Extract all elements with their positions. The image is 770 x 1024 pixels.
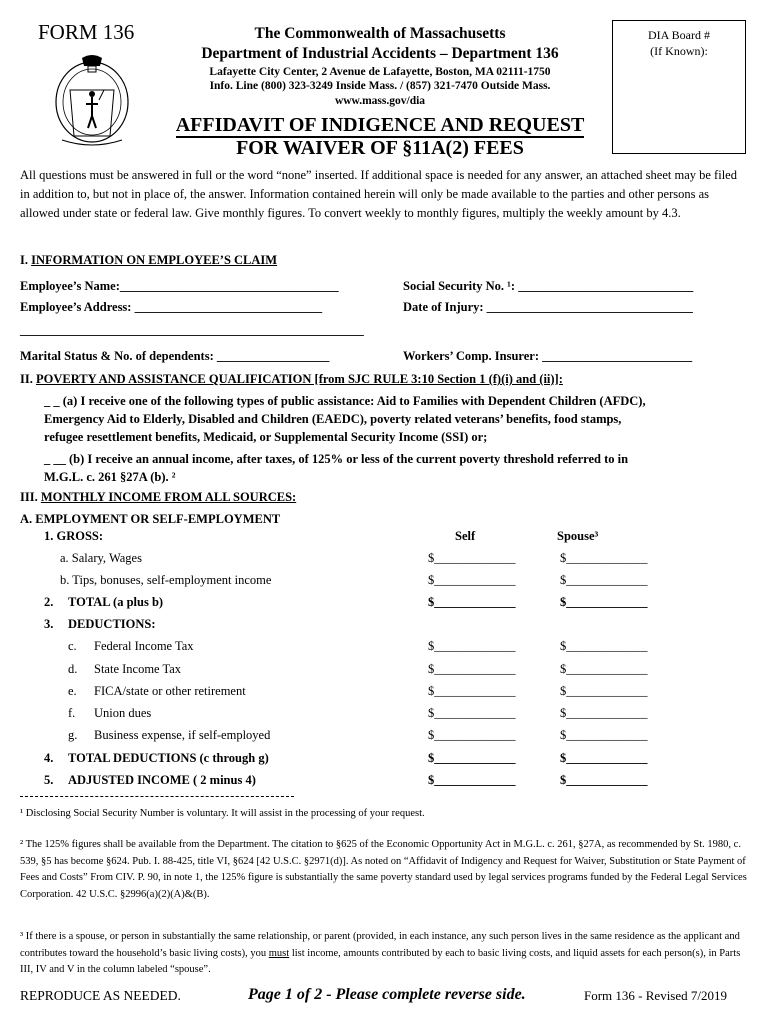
income-self-field[interactable]: $_____________ — [428, 773, 516, 787]
option-a-line1[interactable]: _ _ (a) I receive one of the following types of public assistance: Aid to Families with Dependent Children (AFDC), — [44, 394, 646, 408]
dia-board-box[interactable] — [612, 20, 746, 154]
employee-address-field[interactable]: Employee’s Address: ______________________________ — [20, 300, 323, 314]
section-2-heading: II. POVERTY AND ASSISTANCE QUALIFICATION [from SJC RULE 3:10 Section 1 (f)(i) and (ii)]: — [20, 372, 563, 386]
income-row-label: b. Tips, bonuses, self-employment income — [60, 573, 272, 587]
income-row-num: e. — [68, 684, 77, 698]
footnote-3: ³ If there is a spouse, or person in substantially the same relationship, or parent (provided, in each instance, any such person lives in the same residence as the applicant and contributes toward the household’s basic living costs), you must list income, amounts contributed by each to basic living costs, and liquid assets for each person(s), in Parts III, IV and V in the column labeled “spouse”. — [20, 931, 741, 975]
header-department: Department of Industrial Accidents – Department 136 — [201, 45, 559, 62]
income-self-field[interactable]: $_____________ — [428, 728, 516, 742]
income-spouse-field[interactable]: $_____________ — [560, 573, 648, 587]
income-self-field[interactable]: $_____________ — [428, 595, 516, 609]
income-row-num: f. — [68, 706, 76, 720]
income-row-label: Union dues — [94, 706, 152, 720]
income-row-label: TOTAL (a plus b) — [68, 595, 164, 609]
income-self-field[interactable]: $_____________ — [428, 706, 516, 720]
income-spouse-field[interactable]: $_____________ — [560, 728, 648, 742]
income-row-num: c. — [68, 639, 77, 653]
col-spouse-header: Spouse³ — [557, 529, 599, 543]
dia-board-label: DIA Board # — [648, 28, 710, 42]
income-row-num: g. — [68, 728, 78, 742]
marital-status-field[interactable]: Marital Status & No. of dependents: __________________ — [20, 349, 330, 363]
income-spouse-field[interactable]: $_____________ — [560, 684, 648, 698]
option-b-line2: M.G.L. c. 261 §27A (b). ² — [44, 470, 176, 484]
income-spouse-field[interactable]: $_____________ — [560, 639, 648, 653]
income-self-field[interactable]: $_____________ — [428, 639, 516, 653]
income-self-field[interactable]: $_____________ — [428, 751, 516, 765]
income-spouse-field[interactable]: $_____________ — [560, 751, 648, 765]
income-row-num: 5. — [44, 773, 54, 787]
footer-page-note: Page 1 of 2 - Please complete reverse side. — [248, 986, 526, 1003]
header-commonwealth: The Commonwealth of Massachusetts — [254, 25, 506, 42]
footer-reproduce: REPRODUCE AS NEEDED. — [20, 988, 181, 1003]
instructions: All questions must be answered in full or the word “none” inserted. If additional space is needed for any answer, an attached sheet may be filed in addition to, but not in place of, the answer. Information contained herein will only be made available to the parties and other persons as allowed under state or federal law. Give monthly figures. To convert weekly to monthly figures, multiply the weekly amount by 4.3. — [20, 168, 737, 220]
income-row-label: ADJUSTED INCOME ( 2 minus 4) — [68, 773, 256, 787]
header-website: www.mass.gov/dia — [334, 95, 426, 107]
income-self-field[interactable]: $_____________ — [428, 573, 516, 587]
income-spouse-field[interactable]: $_____________ — [560, 706, 648, 720]
massachusetts-seal-icon — [52, 50, 132, 146]
income-row-num: d. — [68, 662, 78, 676]
footnote-1: ¹ Disclosing Social Security Number is voluntary. It will assist in the processing of your request. — [20, 808, 425, 819]
col-self-header: Self — [455, 529, 476, 543]
deductions-label: DEDUCTIONS: — [68, 617, 156, 631]
employee-name-field[interactable]: Employee’s Name:___________________________________ — [20, 279, 339, 293]
section-1-heading: I. INFORMATION ON EMPLOYEE’S CLAIM — [20, 253, 278, 267]
income-row-label: FICA/state or other retirement — [94, 684, 246, 698]
employment-heading: A. EMPLOYMENT OR SELF-EMPLOYMENT — [20, 512, 281, 526]
gross-label: 1. GROSS: — [44, 529, 104, 543]
income-spouse-field[interactable]: $_____________ — [560, 662, 648, 676]
income-self-field[interactable]: $_____________ — [428, 662, 516, 676]
income-row-num: 4. — [44, 751, 54, 765]
form-number: FORM 136 — [38, 20, 135, 44]
income-row-label: Business expense, if self-employed — [94, 728, 271, 742]
section-3-heading: III. MONTHLY INCOME FROM ALL SOURCES: — [20, 490, 297, 504]
date-of-injury-field[interactable]: Date of Injury: _________________________________ — [403, 300, 693, 314]
income-spouse-field[interactable]: $_____________ — [560, 595, 648, 609]
employee-address-line2[interactable]: _______________________________________________________ — [20, 323, 364, 337]
dia-board-hint: (If Known): — [650, 44, 708, 58]
income-spouse-field[interactable]: $_____________ — [560, 551, 648, 565]
income-self-field[interactable]: $_____________ — [428, 684, 516, 698]
header-phone: Info. Line (800) 323-3249 Inside Mass. / (857) 321-7470 Outside Mass. — [209, 80, 551, 92]
workers-comp-insurer-field[interactable]: Workers’ Comp. Insurer: ________________________ — [403, 349, 693, 363]
option-a-line3: refugee resettlement benefits, Medicaid, or Supplemental Security Income (SSI) or; — [44, 430, 488, 444]
income-row-label: a. Salary, Wages — [60, 551, 142, 565]
income-row-label: Federal Income Tax — [94, 639, 194, 653]
form-title-line1: AFFIDAVIT OF INDIGENCE AND REQUEST — [175, 114, 585, 136]
income-row-num: 2. — [44, 595, 54, 609]
deductions-num: 3. — [44, 617, 54, 631]
income-spouse-field[interactable]: $_____________ — [560, 773, 648, 787]
header-address: Lafayette City Center, 2 Avenue de Lafayette, Boston, MA 02111-1750 — [209, 66, 551, 78]
ssn-field[interactable]: Social Security No. ¹: ____________________________ — [403, 279, 694, 293]
income-row-label: State Income Tax — [94, 662, 182, 676]
option-b-line1[interactable]: _ __ (b) I receive an annual income, after taxes, of 125% or less of the current poverty threshold referred to in — [44, 452, 629, 466]
footnote-divider — [20, 796, 294, 797]
option-a-line2: Emergency Aid to Elderly, Disabled and Children (EAEDC), poverty related veterans’ benefits, food stamps, — [44, 412, 622, 426]
footnote-2: ² The 125% figures shall be available from the Department. The citation to §625 of the Economic Opportunity Act in M.G.L. c. 261, §27A, as recommended by St. 1980, c. 539, §5 has become §624. Pub. I. 88-425, title VI, §624 [42 U.S.C. §2971(d)]. As noted on “Affidavit of Indigency and Request for Waiver, Substitution or State Payment of Fees and Costs” From CIV. P. 90, in note 1, the 125% figure is substantially the same poverty standard used by legal services programs funded by the Federal Legal Services Corporation. 42 U.S.C. §2996(a)(2)(A)&(B). — [20, 839, 747, 900]
form-title-line2: FOR WAIVER OF §11A(2) FEES — [236, 137, 524, 159]
footer-revision: Form 136 - Revised 7/2019 — [584, 988, 727, 1003]
income-self-field[interactable]: $_____________ — [428, 551, 516, 565]
income-row-label: TOTAL DEDUCTIONS (c through g) — [68, 751, 269, 765]
